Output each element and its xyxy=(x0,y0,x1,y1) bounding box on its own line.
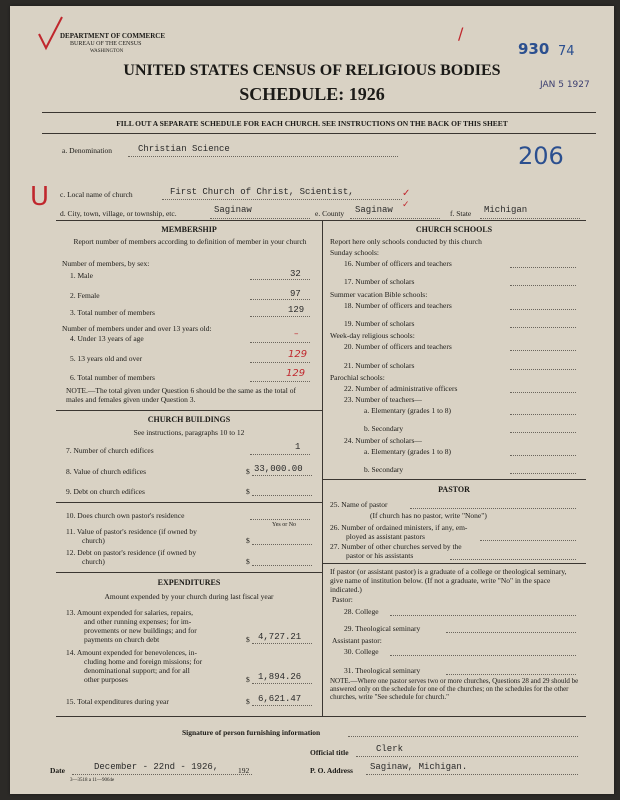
q28-label: 28. College xyxy=(344,607,379,616)
q25-label: 25. Name of pastor xyxy=(330,500,388,509)
date-value: December - 22nd - 1926, xyxy=(94,762,219,772)
q4-value: – xyxy=(294,329,299,339)
q13-value: 4,727.21 xyxy=(258,632,302,642)
q23a-label: a. Elementary (grades 1 to 8) xyxy=(364,406,452,415)
schedule-number: 930 xyxy=(518,40,550,58)
q20-label: 20. Number of officers and teachers xyxy=(344,342,452,351)
q7-label: 7. Number of church edifices xyxy=(66,446,154,455)
denomination-label: a. Denomination xyxy=(62,146,112,155)
q19-label: 19. Number of scholars xyxy=(344,319,415,328)
q14-value: 1,894.26 xyxy=(258,672,302,682)
census-schedule-sheet: DEPARTMENT OF COMMERCE BUREAU OF THE CENSUS WASHINGTON / 930 74 JAN 5 1927 UNITED STATES CENSUS OF RELIGIOUS BODIES SCHEDULE: 1926 FILL OUT A SEPARATE SCHEDULE FOR EACH CHURCH. SEE INSTRUCTIONS ON THE BACK OF THIS SHEET a. Denomination Christian Science 206 U c. Local name of church First Church of Christ, Scientist, ✓ d. City, town, village, or township, etc. Saginaw e. County Saginaw ✓ f. State Michigan MEMBERSHIP Report number of members according to definition of member in your church Number of members, by sex: 1. Male 32 2. Female 97 3. Total number of members 129 Number of members under and over 13 years old: 4. Under 13 years of age – 5. 13 years old and over 129 6. Total number of members 129 NOTE.—The total given under Question 6 should be the same as the total of males and females given under Question 3. CHURCH BUILDINGS See instructions, paragraphs 10 to 12 7. Number of church edifices 1 8. Value of church edifices $ 33,000.00 9. Debt on church edifices $ 10. Does church own pastor's residence Yes or No 11. Value of pastor's residence (if owned by church) $ 12. Debt on pastor's residence (if owned by church) $ EXPENDITURES Amount expended by your church during last fiscal year 13. Amount expended for salaries, repairs, and other running expenses; for im- provements or new buildings; and for payments on church debt $ 4,727.21 14. Amount expended for benevolences, in- cluding home and foreign missions; for denominational support; and for all other purposes $ 1,894.26 15. Total expenditures during year $ 6,621.47 CHURCH SCHOOLS Report here only schools conducted by this church Sunday schools: 16. Number of officers and teachers 17. Number of scholars Summer vacation Bible schools: 18. Number of officers and teachers 19. Number of scholars Week-day religious schools: 20. Number of officers and teachers 21. Number of scholars Parochial schools: 22. Number of administrative officers 23. Number of teachers— a. Elementary (grades 1 to 8) b. Secondary 24. Number of scholars— a. Elementary (grades 1 to 8) b. Secondary PASTOR 25. Name of pastor (If church has no pastor, write "None") 26. Number of ordained ministers, if any, em- ployed as assistant pastors 27. Number of other churches served by the pastor or his assistants If pastor (or assistant pastor) is a graduate of a college or theological seminary, give name of institution below. (If not a graduate, write "No" in the space indicated.) Pastor: 28. College 29. Theological seminary Assistant pastor: 30. College 31. Theological seminary NOTE.—Where one pastor serves two or more churches, Questions 28 and 29 should be answered only on the schedule for one of the churches; on the schedules for the other churches, write "See schedule for church." Signature of person furnishing information Official title Clerk Date December - 22nd - 1926, 192 P. O. Address Saginaw, Michigan. 3—3518 a 11—9064e xyxy=(10,6,614,794)
q3-value: 129 xyxy=(288,305,305,315)
q5-value: 129 xyxy=(288,349,308,360)
city-value: Saginaw xyxy=(214,205,252,215)
buildings-heading: CHURCH BUILDINGS xyxy=(147,415,231,424)
membership-note: NOTE.—The total given under Question 6 should be the same as the total of males and females given under Question 3. xyxy=(66,386,296,404)
q21-label: 21. Number of scholars xyxy=(344,361,415,370)
q15-value: 6,621.47 xyxy=(258,694,302,704)
q5-label: 5. 13 years old and over xyxy=(70,354,143,363)
po-address-label: P. O. Address xyxy=(310,766,353,775)
code-number: 206 xyxy=(518,142,564,170)
pastor-note: NOTE.—Where one pastor serves two or more churches, Questions 28 and 29 should be answered only on the schedule for one of the churches; on the schedules for the other churches, write "See schedule for church." xyxy=(330,677,579,701)
expenditures-heading: EXPENDITURES xyxy=(157,578,221,587)
q10-label: 10. Does church own pastor's residence xyxy=(66,511,185,520)
schedule-number-note: 74 xyxy=(558,44,575,59)
local-name-label: c. Local name of church xyxy=(60,190,133,199)
q14-label: 14. Amount expended for benevolences, in- xyxy=(66,648,198,657)
q7-value: 1 xyxy=(295,442,301,452)
denomination-value: Christian Science xyxy=(138,144,230,154)
q18-label: 18. Number of officers and teachers xyxy=(344,301,452,310)
date-label: Date xyxy=(50,766,65,775)
college-intro: If pastor (or assistant pastor) is a graduate of a college or theological seminary, give name of institution below. (If not a graduate, write "No" in the space indicated.) xyxy=(330,567,567,594)
q16-label: 16. Number of officers and teachers xyxy=(344,259,452,268)
schools-heading: CHURCH SCHOOLS xyxy=(415,225,493,234)
q24a-label: a. Elementary (grades 1 to 8) xyxy=(364,447,452,456)
q15-label: 15. Total expenditures during year xyxy=(66,697,169,706)
official-title-value: Clerk xyxy=(376,744,404,754)
bureau-label: BUREAU OF THE CENSUS xyxy=(70,41,142,47)
q8-value: 33,000.00 xyxy=(254,464,303,474)
q29-label: 29. Theological seminary xyxy=(344,624,421,633)
red-mark: / xyxy=(458,24,464,43)
q8-label: 8. Value of church edifices xyxy=(66,467,147,476)
q31-label: 31. Theological seminary xyxy=(344,666,421,675)
state-label: f. State xyxy=(450,209,472,218)
q24b-label: b. Secondary xyxy=(364,465,404,474)
q6-label: 6. Total number of members xyxy=(70,373,155,382)
q23b-label: b. Secondary xyxy=(364,424,404,433)
state-value: Michigan xyxy=(484,205,528,215)
department-label: DEPARTMENT OF COMMERCE xyxy=(60,32,166,40)
q30-label: 30. College xyxy=(344,647,379,656)
po-address-value: Saginaw, Michigan. xyxy=(370,762,468,772)
form-title: UNITED STATES CENSUS OF RELIGIOUS BODIES xyxy=(123,62,501,79)
membership-heading: MEMBERSHIP xyxy=(161,225,217,234)
q1-value: 32 xyxy=(290,269,301,279)
q6-value: 129 xyxy=(286,368,306,379)
red-u-mark: U xyxy=(30,182,50,212)
q27-label: 27. Number of other churches served by the xyxy=(330,542,462,551)
q17-label: 17. Number of scholars xyxy=(344,277,415,286)
county-value: Saginaw xyxy=(355,205,393,215)
membership-intro: Report number of members according to definition of member in your church xyxy=(73,237,307,246)
q22-label: 22. Number of administrative officers xyxy=(344,384,458,393)
instruction-line: FILL OUT A SEPARATE SCHEDULE FOR EACH CHURCH. SEE INSTRUCTIONS ON THE BACK OF THIS SHEET xyxy=(116,119,508,128)
county-label: e. County xyxy=(315,209,345,218)
q13-label: 13. Amount expended for salaries, repairs, xyxy=(66,608,194,617)
received-date-stamp: JAN 5 1927 xyxy=(540,80,590,90)
q4-label: 4. Under 13 years of age xyxy=(70,334,144,343)
form-subtitle: SCHEDULE: 1926 xyxy=(239,84,385,104)
city-label: d. City, town, village, or township, etc. xyxy=(60,209,177,218)
pastor-heading: PASTOR xyxy=(438,485,470,494)
q1-label: 1. Male xyxy=(70,271,93,280)
q11-label: 11. Value of pastor's residence (if owned by xyxy=(66,527,197,536)
signature-label: Signature of person furnishing information xyxy=(182,728,321,737)
q2-value: 97 xyxy=(290,289,301,299)
q3-label: 3. Total number of members xyxy=(70,308,155,317)
q9-label: 9. Debt on church edifices xyxy=(66,487,145,496)
official-title-label: Official title xyxy=(310,748,349,757)
q26-label: 26. Number of ordained ministers, if any, em- xyxy=(330,523,468,532)
local-name-value: First Church of Christ, Scientist, xyxy=(170,187,354,197)
q12-label: 12. Debt on pastor's residence (if owned by xyxy=(66,548,197,557)
washington-label: WASHINGTON xyxy=(90,49,124,54)
q2-label: 2. Female xyxy=(70,291,100,300)
